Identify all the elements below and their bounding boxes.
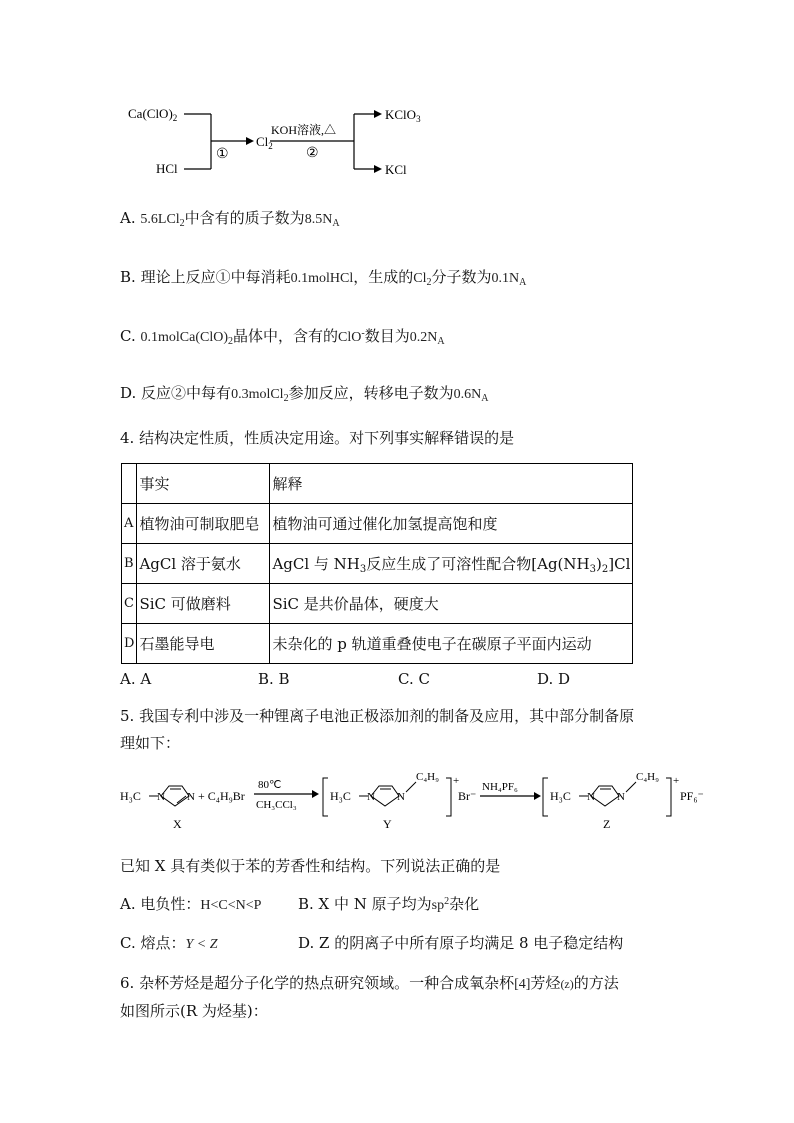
- label-x: X: [173, 817, 182, 831]
- option-text: A. 电负性：: [120, 895, 201, 913]
- q4-choice-d: D. D: [537, 670, 571, 688]
- q3-option-a: [120, 207, 340, 229]
- option-text: 中含有的质子数为: [184, 209, 305, 227]
- nitrogen-x-right: N: [187, 791, 195, 803]
- hexafluorophosphate-ion: PF₆⁻: [680, 789, 704, 803]
- methyl-label-y: H₃C: [330, 789, 351, 803]
- row-explanation: 未杂化的 p 轨道重叠使电子在碳原子平面内运动: [270, 624, 633, 664]
- math-caclo2: $0.1molCa(ClO)_2$: [140, 330, 233, 347]
- reaction-scheme-imidazolium: [118, 768, 708, 836]
- option-text: 数目为: [364, 327, 410, 345]
- q5-option-a: [120, 893, 261, 914]
- q5-option-b: [298, 893, 479, 914]
- reagent-nh4pf6: NH₄PF₆: [482, 781, 518, 793]
- table-header-row: [122, 464, 633, 504]
- table-row: [122, 624, 633, 664]
- math-hybrid: $sp^2$: [431, 896, 450, 913]
- row-explanation: AgCl 与 $NH_3$反应生成了可溶性配合物$[Ag(NH_3)_2]Cl$: [270, 544, 633, 584]
- math-value: $0.1N_A$: [491, 271, 527, 288]
- q4-choice-c: C. C: [398, 670, 430, 688]
- q4-table: [121, 463, 633, 664]
- row-fact: 石墨能导电: [137, 624, 270, 664]
- math-clo: ClO-: [338, 328, 365, 345]
- stem-text: 芳烃: [530, 974, 561, 992]
- q3-option-b: [120, 266, 526, 288]
- option-text: 参加反应，转移电子数为: [288, 384, 454, 402]
- row-label: D: [122, 624, 137, 664]
- option-text: C. 熔点：: [120, 934, 186, 952]
- q3-option-d: [120, 382, 488, 404]
- stem-text: 的方法: [573, 974, 619, 992]
- label-y: Y: [383, 817, 392, 831]
- table-row: [122, 584, 633, 624]
- step-1-label: ①: [216, 147, 229, 162]
- imidazole-ring-x: [161, 786, 189, 806]
- row-explanation: 植物油可通过催化加氢提高饱和度: [270, 504, 633, 544]
- math-melting: Y < Z: [185, 937, 218, 952]
- nitrogen-y-right: N: [397, 791, 405, 803]
- bromide-ion: Br⁻: [458, 789, 477, 803]
- intermediate-cl2: $Cl_2$: [256, 134, 273, 151]
- reagent-butyl-bromide: + C₄H₉Br: [198, 789, 245, 803]
- option-text: 晶体中，含有的: [233, 327, 339, 345]
- option-letter: A.: [120, 209, 136, 227]
- reactant-hcl: HCl: [156, 161, 178, 176]
- math-value: $0.2N_A$: [409, 330, 445, 347]
- nitrogen-z-left: N: [587, 791, 595, 803]
- option-letter: B.: [120, 268, 136, 286]
- reaction-scheme-chlorine: [118, 98, 438, 184]
- q4-stem: 4. 结构决定性质，性质决定用途。对下列事实解释错误的是: [120, 429, 515, 447]
- imidazolium-ring-z: [591, 786, 619, 806]
- methyl-label-z: H₃C: [550, 789, 571, 803]
- row-fact: 植物油可制取肥皂: [137, 504, 270, 544]
- product-kcl: KCl: [385, 162, 407, 177]
- stem-text: 6. 杂杯芳烃是超分子化学的热点研究领域。一种合成氧杂杯: [120, 974, 515, 992]
- row-label: C: [122, 584, 137, 624]
- math-electronegativity: H<C<N<P: [200, 898, 262, 913]
- charge-plus-y: +: [453, 775, 460, 787]
- product-kclo3: KClO$_3$: [385, 107, 421, 124]
- option-text: 反应②中每有: [141, 384, 232, 402]
- option-text: 分子数为: [431, 268, 492, 286]
- math-bracket: [4]: [514, 977, 531, 992]
- table-row: [122, 544, 633, 584]
- option-text: 理论上反应①中每消耗: [140, 268, 291, 286]
- q6-stem-line2: 如图所示(R 为烃基)：: [120, 1002, 268, 1020]
- nitrogen-x-left: N: [157, 791, 165, 803]
- math-cl2: 0.3molCl$_2$: [231, 387, 289, 404]
- option-letter: D.: [120, 384, 137, 402]
- condition-temp: 80℃: [258, 779, 282, 791]
- option-text: B. X 中 N 原子均为: [298, 895, 432, 913]
- math-z: (z): [560, 977, 574, 991]
- q5-stem-line2: 理如下：: [120, 734, 181, 752]
- methyl-label-x: H₃C: [120, 789, 141, 803]
- math-cl2: $Cl_2$: [413, 271, 432, 288]
- butyl-chain-z: C₄H₉: [636, 771, 659, 783]
- table-cell: [122, 464, 137, 504]
- option-text: ，生成的: [353, 268, 414, 286]
- q4-choice-a: A. A: [120, 670, 152, 688]
- q5-given: 已知 X 具有类似于苯的芳香性和结构。下列说法正确的是: [120, 857, 501, 875]
- math-value: $8.5N_A$: [304, 212, 340, 229]
- math-volume: 5.6LCl$_2$: [140, 212, 185, 229]
- row-explanation: SiC 是共价晶体，硬度大: [270, 584, 633, 624]
- row-fact: AgCl 溶于氨水: [137, 544, 270, 584]
- butyl-chain-y: C₄H₉: [416, 771, 439, 783]
- math-value: $0.6N_A$: [453, 387, 489, 404]
- reagent-koh: KOH溶液,△: [271, 123, 336, 137]
- label-z: Z: [603, 817, 611, 831]
- reactant-caclo2: $Ca(ClO)_2$: [128, 106, 178, 123]
- row-label: B: [122, 544, 137, 584]
- imidazolium-ring-y: [371, 786, 399, 806]
- option-text: 杂化: [449, 895, 480, 913]
- header-explanation: 解释: [270, 464, 633, 504]
- q5-option-c: [120, 932, 218, 953]
- nitrogen-y-left: N: [367, 791, 375, 803]
- table-row: [122, 504, 633, 544]
- header-fact: 事实: [137, 464, 270, 504]
- q5-option-d: D. Z 的阴离子中所有原子均满足 8 电子稳定结构: [298, 934, 624, 952]
- charge-plus-z: +: [673, 775, 680, 787]
- step-2-label: ②: [306, 146, 319, 161]
- condition-solvent: CH₃CCl₃: [256, 799, 297, 811]
- q5-stem-line1: 5. 我国专利中涉及一种锂离子电池正极添加剂的制备及应用，其中部分制备原: [120, 707, 635, 725]
- row-fact: SiC 可做磨料: [137, 584, 270, 624]
- nitrogen-z-right: N: [617, 791, 625, 803]
- row-label: A: [122, 504, 137, 544]
- q6-stem-line1: [120, 972, 619, 993]
- q4-choice-b: B. B: [258, 670, 290, 688]
- math-hcl: 0.1molHCl: [290, 271, 354, 286]
- q3-option-c: [120, 325, 445, 347]
- option-letter: C.: [120, 327, 136, 345]
